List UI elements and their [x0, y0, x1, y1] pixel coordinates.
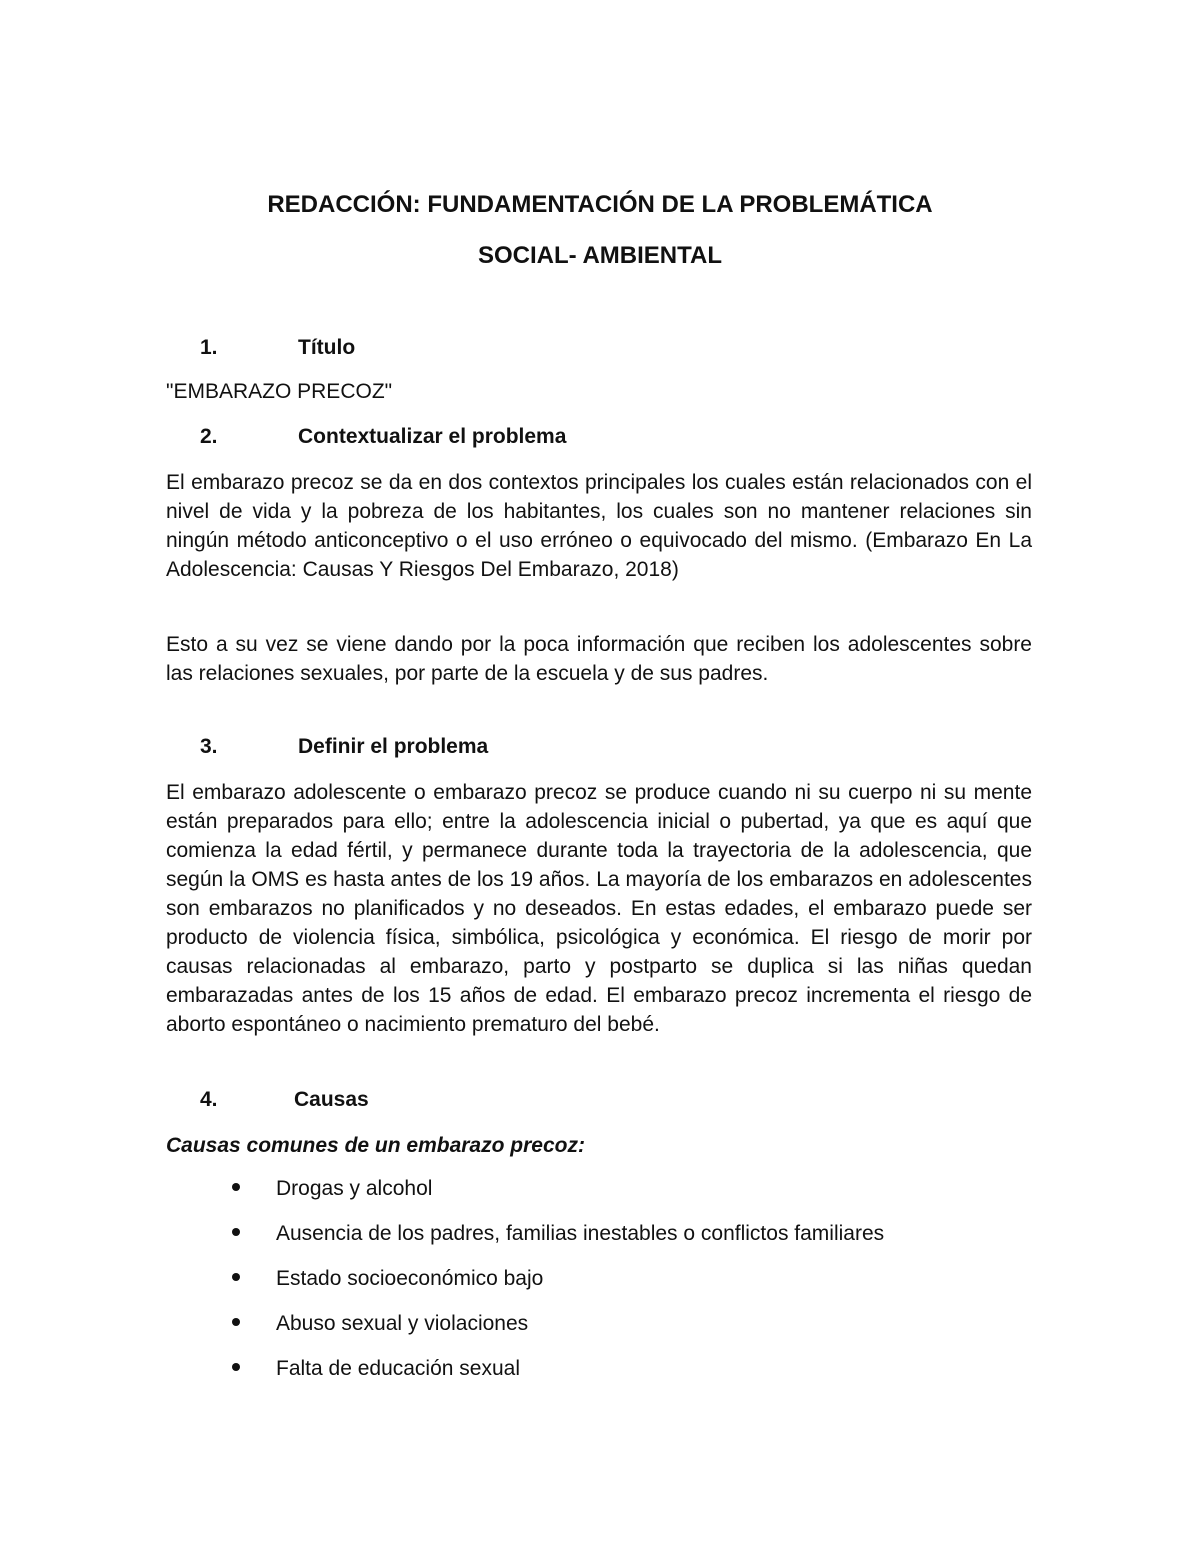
section-heading-text: Definir el problema	[298, 735, 489, 758]
list-item-text: Ausencia de los padres, familias inestables o conflictos familiares	[276, 1222, 885, 1245]
list-item	[232, 1220, 884, 1248]
section-heading-text: Título	[298, 336, 356, 359]
section-4-subheading: Causas comunes de un embarazo precoz:	[166, 1134, 585, 1157]
section-number: 3.	[200, 735, 218, 758]
bullet-icon	[232, 1273, 240, 1281]
section-1-heading	[200, 334, 355, 362]
list-item-text: Drogas y alcohol	[276, 1177, 433, 1200]
section-3-heading	[200, 733, 488, 761]
section-number: 1.	[200, 336, 218, 359]
section-heading-text: Causas	[294, 1088, 369, 1111]
section-4-heading	[200, 1086, 369, 1114]
section-3-paragraph-1: El embarazo adolescente o embarazo precoz se produce cuando ni su cuerpo ni su mente están preparados para ello; entre la adolescencia inicial o pubertad, ya que es aquí que comienza la edad fértil, y permanece durante toda la trayectoria de la adolescencia, que según la OMS es hasta antes de los 19 años. La mayoría de los embarazos en adolescentes son embarazos no planificados y no deseados. En estas edades, el embarazo puede ser producto de violencia física, simbólica, psicológica y económica. El riesgo de morir por causas relacionadas al embarazo, parto y postparto se duplica si las niñas quedan embarazadas antes de los 15 años de edad. El embarazo precoz incrementa el riesgo de aborto espontáneo o nacimiento prematuro del bebé.	[166, 781, 1032, 1036]
section-number: 4.	[200, 1088, 218, 1111]
document-title-line-1: REDACCIÓN: FUNDAMENTACIÓN DE LA PROBLEMÁTICA	[267, 191, 933, 218]
list-item	[232, 1355, 520, 1383]
section-heading-text: Contextualizar el problema	[298, 425, 567, 448]
section-2-paragraph-1: El embarazo precoz se da en dos contextos principales los cuales están relacionados con el nivel de vida y la pobreza de los habitantes, los cuales son no mantener relaciones sin ningún método anticonceptivo o el uso erróneo o equivocado del mismo. (Embarazo En La Adolescencia: Causas Y Riesgos Del Embarazo, 2018)	[166, 471, 1032, 581]
list-item-text: Abuso sexual y violaciones	[276, 1312, 529, 1335]
section-2-heading	[200, 423, 566, 451]
section-number: 2.	[200, 425, 218, 448]
document-title-line-2: SOCIAL- AMBIENTAL	[478, 242, 722, 269]
list-item-text: Falta de educación sexual	[276, 1357, 520, 1380]
section-1-content: "EMBARAZO PRECOZ"	[166, 380, 393, 403]
list-item	[232, 1265, 543, 1293]
bullet-icon	[232, 1228, 240, 1236]
bullet-icon	[232, 1363, 240, 1371]
list-item	[232, 1310, 528, 1338]
list-item-text: Estado socioeconómico bajo	[276, 1267, 544, 1290]
bullet-icon	[232, 1318, 240, 1326]
bullet-icon	[232, 1183, 240, 1191]
section-2-paragraph-2: Esto a su vez se viene dando por la poca información que reciben los adolescentes sobre las relaciones sexuales, por parte de la escuela y de sus padres.	[166, 633, 1032, 685]
list-item	[232, 1175, 432, 1203]
